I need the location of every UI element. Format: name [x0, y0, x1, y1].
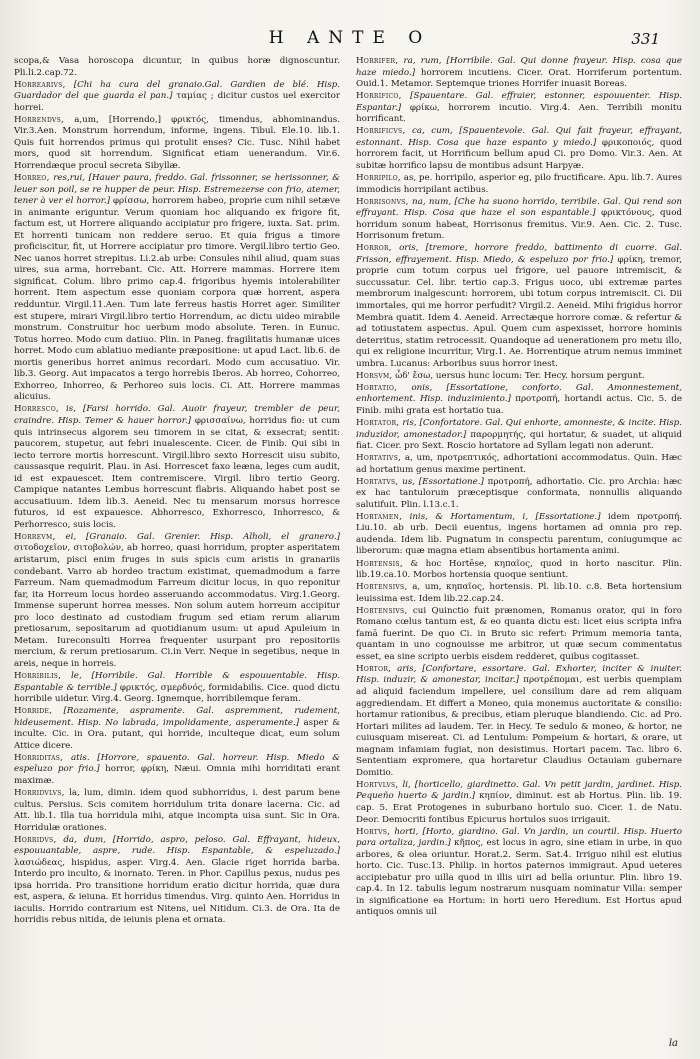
- entry-body: cui Quinctio fuit prænomen, Romanus orator, qui in foro Romano cœlus tantum est, & eo quanta dictu est: licet eius scripta infra famā fuerint. De quo Ci. in Bruto sic refert: Primum memoria tanta, quantam in uno cognouisse me arbitror, ut quæ secum commentatus esset, ea sine scripto uerbis eisdem redderet, quibus cogitasset.: [356, 605, 682, 662]
- entry-headword: Hortamen,: [356, 511, 403, 522]
- entry-body: φρικτόνους, quod horridum sonum habeat, Horrisonus fremitus. Vir.9. Aen. Cic. 2. Tusc. Horrisonum fretum.: [356, 208, 682, 242]
- entry-gloss: res,rui, [Hauer paura, freddo. Gal. frissonner, se herissonner, & leuer son poil, se re hupper de peur. Hisp. Estremezerse con frio, atemer, tener à ver el horror.]: [14, 172, 340, 207]
- dictionary-entry: [14, 404, 340, 531]
- entry-body: φρίκω, horrorem incutio. Virg.4. Aen. Terribili monitu horrificant.: [356, 102, 682, 125]
- entry-body: & hoc Hortēse, κηπαῖος, quod in horto nascitur. Plin. lib.19.ca.10. Morbos hortensia quoque sentiunt.: [356, 558, 682, 581]
- entry-gloss: ca, cum, [Spauentevole. Gal. Qui fait frayeur, effrayant, estonnant. Hisp. Cosa que haze espanto y miedo.]: [356, 126, 682, 148]
- entry-gloss: atis. [Horrore, spauento. Gal. horreur. Hisp. Miedo & espeluzo por frio.]: [14, 752, 340, 775]
- running-head: H ANTE O: [268, 28, 432, 48]
- dictionary-entry: [356, 418, 682, 453]
- dictionary-entry: [14, 532, 340, 671]
- dictionary-entry: [14, 671, 340, 706]
- entry-headword: Hortatvs,: [356, 476, 399, 487]
- entry-gloss: oris, [tremore, horrore freddo, battimento di cuorre. Gal. Frisson, effrayement. Hisp. Miedo, & espeluzo por frio.]: [356, 243, 682, 265]
- entry-body: φρίκη, tremor, proprie cum totum corpus uel frigore, uel pauore intremiscit, & succussatur. Cel. libr. tertio cap.3. Frigus uoco, ubi extremæ partes membrorum inalgescunt: horrorem, ubi totum corpus intremiscit. Ci. Dii immortales, qui me horror perfudit? Virgil.2. Aeneid. Mihi frigidus horror Membra quatit. Idem 4. Aeneid. Arrectæque horrore comæ. & refertur & ad totiustatem aspectus. Apul. Quem cum aspexisset, horrore hominis deterritus, statim retrocessit. Quandoque ad uenerationem pro metu illo, qui ex religione incurritur, Virg.1. Ae. Horrentique atrum nemus imminet umbra. Lucanus: Arboribus suus horror inest.: [356, 254, 682, 369]
- entry-headword: Hortensivs,: [356, 605, 408, 616]
- entry-headword: Hortensis,: [356, 558, 403, 569]
- entry-body: προτρέπομαι, est uerbis quempiam ad aliquid faciendum impellere, uel consilium dare ad rem aliquam aggrediendam. Et differt a Moneo, quia monemus auctoritate & consilio: hortamur rationibus, & precibus, etiam pleruque blandiendo. Cic. ad Pro. Hortari milites ad laudem. Ter. in Hecy. Te sedulo & moneo, & hortor, ne cuiusquam misereat. Ci. ad Lentulum: Pompeium & hortari, & orare, ut magnam infamiam fugiat, non desistimus. Hortari pacem. Tac. libro 6. Sententiam expromere, qua hortaretur Claudius Octauiam gubernare Domitio.: [356, 675, 682, 778]
- entry-body: λασιώδεας, hispidus, asper. Virg.4. Aen. Glacie riget horrida barba. Interdo pro inculto, & inornato. Teren. in Phor. Capillus pexus, nudus pes ipsa horrida. Pro transitione horridum eratio dicitur horrida, quæ dura est, aspera, & ieiuna. Et horridus timendus. Virg. quinto Aen. Horridus in iaculis. Horrido contrarium est Nitens, uel Nitidum. Ci.3. de Ora. Ita de horridis rebus nitida, de ieiunis plena et ornata.: [14, 857, 340, 926]
- entry-headword: Horrevm,: [14, 531, 56, 542]
- entry-body: προτροπή, adhortatio. Cic. pro Archia: hæc ex hac tantulorum præceptisque conformata, nonnullis aliquando salutifuit. Plin. l.13.c.1.: [356, 476, 682, 510]
- catchword: la: [668, 1038, 678, 1049]
- dictionary-entry: [356, 126, 682, 172]
- dictionary-entry: [14, 835, 340, 927]
- entry-headword: Horrendvs,: [14, 114, 65, 125]
- entry-body: ὧδ' ἔσω, uersus hunc locum: Ter. Hecy. horsum pergunt.: [395, 370, 645, 381]
- dictionary-entry: [356, 559, 682, 582]
- dictionary-entry: [14, 706, 340, 752]
- entry-headword: Horrificvs,: [356, 126, 406, 137]
- entry-body: horrorem incutiens. Cicer. Orat. Horriferum portentum. Ouid.1. Metamor. Septemque triones Horrifer inuasit Boreas.: [356, 67, 682, 90]
- dictionary-entry: [356, 780, 682, 826]
- entry-gloss: ris, [Confortatore. Gal. Qui enhorte, amonneste, & incite. Hisp. induzidor, amonestador.]: [356, 417, 682, 440]
- entry-headword: Hortatio,: [356, 382, 398, 393]
- entry-body: φρίσσω, horrorem habeo, proprie cum nihil setæve in animante eriguntur. Verum quoniam hoc aliquando ex frigore fit, factum est, ut Horrere aliquando accipiatur pro frigere, iuxta. Sat. prim. Et horrenti tunicam non reddere seruo. Et quia frigus a timore proficiscitur, fit, ut Horrere accipiatur pro timore. Vergil.libro tertio Geo. Nec uanos horret strepitus. Li.2.ab urbe: Consules nihil aliud, quam suas uires, sua arma, horrebant. Cic. Att. Horrere mammas. Horrere item significat. Colum. libro primo cap.4. frigoribus hyemis intolerabiliter horrent. Item aspectum esse quoniam corpora quæ horrent, aspera redduntur. Virgil.11.Aen. Tum late ferreus hastis Horret ager. Similiter est stupere, mirari Virgil.libro tertio Horrendum, ac dictu uideo mirabile monstrum. Construitur hoc uerbum modo absolute. Teren. in Eunuc. Totus horreo. Modo cum datiuo. Plin. in Paneg. fragilitatis humanæ uices horret. Modo cum ablatiuo mediante præpositione: ut apud Lact. lib.6. de mortis generibus horret animus recordari. Modo cum accusatiuo. Vir. lib.3. Georg. Aut impacatos a tergo horrebis Iberos. Ab horreo, Cohorreo, Exhorreo, Inhorreo, & Perhoreo suis locis. Ci. Att. Horrere mammas alicuius.: [14, 196, 340, 403]
- dictionary-entry: [14, 173, 340, 404]
- dictionary-entry: [356, 197, 682, 243]
- entry-headword: Hortator,: [356, 417, 400, 428]
- dictionary-entry: [14, 80, 340, 115]
- dictionary-entry: [356, 582, 682, 605]
- entry-gloss: onis, [Essortatione, conforto. Gal. Amonnestement, enhortement. Hisp. induzimiento.]: [356, 382, 682, 405]
- entry-body: a, um, κηπαῖος, hortensis. Pl. lib.10. c.8. Beta hortensium leuissima est. Idem lib.22.cap.24.: [356, 582, 682, 604]
- entry-gloss: ra, rum, [Horribile. Gal. Qui donne frayeur. Hisp. cosa que haze miedo.]: [356, 56, 682, 78]
- dictionary-entry: [356, 606, 682, 664]
- entry-headword: Hortvlvs,: [356, 779, 399, 790]
- entry-headword: Hortativs,: [356, 453, 402, 464]
- entry-headword: Horribilis,: [14, 670, 62, 681]
- right-column: [356, 56, 682, 1039]
- entry-gloss: horti, [Horto, giardino. Gal. Vn jardin, un courtil. Hisp. Huerto para ortaliza, jardin.]: [356, 826, 682, 849]
- entry-headword: Horridvs,: [14, 834, 57, 845]
- entry-headword: Horridvlvs,: [14, 787, 65, 798]
- entry-gloss: aris, [Confortare, essortare. Gal. Exhorter, inciter & inuiter. Hisp. induzir, & amonestar, incitar.]: [356, 663, 682, 686]
- entry-gloss: le, [Horribile. Gal. Horrible & espouuentable. Hisp. Espantable & terrible.]: [14, 670, 340, 693]
- entry-gloss: da, dum, [Horrido, aspro, peloso. Gal. Effrayant, hideux, espouuantable, aspre, rude. Hisp. Espantable, & espeluzado.]: [14, 834, 340, 857]
- page-header: [0, 28, 700, 50]
- entry-headword: Horripilo,: [356, 172, 401, 183]
- entry-body: σιτοδοχεῖον, σιτοβολών, ab horreo, quasi horridum, propter asperitatem aristarum, pisci enim fruges in suis spicis cum aristis in granariis condebant. Varro ab hordeo tractum existimat, quemadmodum a farre Farreum. Nam quemadmodum Farreum dicitur locus, in quo reponitur far, ita Horreum locus hordeo asseruando accommodatus. Virg.1.Georg. Immense superunt horrea messes. Non solum autem horreum accipitur pro loco destinato ad custodiam frugum sed etiam rerum aliarum pretiosarum, sepositarum ad quotidianum usum: ut apud Apuleium in Metam. Iureconsulti Horrea frequenter usurpant pro repositoriis mercium, & rerum pretiosarum. Ci.in Verr. Neque in segetibus, neque in areis, neque in horreis.: [14, 543, 340, 669]
- entry-gloss: na, num, [Che ha suono horrido, terribile. Gal. Qui rend son effrayant. Hisp. Cosa que haze el son espantable.]: [356, 196, 682, 219]
- entry-gloss: is, [Farsi horrido. Gal. Auoir frayeur, trembler de peur, craindre. Hisp. Temer & hauer horror.]: [14, 404, 340, 426]
- dictionary-entry: [356, 56, 682, 91]
- entry-headword: Horror,: [356, 243, 392, 254]
- dictionary-entry: [356, 383, 682, 418]
- entry-headword: Horride,: [14, 706, 53, 717]
- entry-headword: Horresco,: [14, 404, 59, 415]
- entry-body: φρικτός, σμερδνός, formidabilis. Cice. quod dictu horribile uidetur. Virg.4. Georg. Ignemque, horribilemque feram.: [14, 682, 340, 705]
- entry-body: κηπίον, diminut. est ab Hortus. Plin. lib. 19. cap. 5. Erat Protogenes in suburbano hortulo suo. Cicer. 1. de Natu. Deor. Democriti fontibus Epicurus hortulos suos irrigauit.: [356, 791, 682, 825]
- entry-body: scopa,& Vasa horoscopa dicuntur, in quibus horæ dignoscuntur. Pli.li.2.cap.72.: [14, 56, 340, 78]
- dictionary-entry: [356, 173, 682, 196]
- dictionary-entry: [356, 243, 682, 370]
- entry-body: la, lum, dimin. idem quod subhorridus, i. dest parum bene cultus. Persius. Scis comitem horridulum trita donare lacerna. Cic. ad Att. lib.1. Illa tua horridula mihi, atque incompta uisa sunt. Sic in Ora. Horridulæ orationes.: [14, 787, 340, 833]
- entry-gloss: [Rozamente, aspramente. Gal. aspremment, rudement, hideusement. Hisp. No labrada, impolidamente, asperamente.]: [14, 706, 340, 728]
- entry-headword: Horsvm,: [356, 370, 393, 381]
- entry-headword: Horreo,: [14, 172, 50, 183]
- entry-headword: Hortor,: [356, 663, 392, 674]
- page-number: 331: [631, 30, 660, 48]
- entry-gloss: [Chi ha cura del granaio.Gal. Gardien de blé. Hisp. Guardador del que guarda el pan.]: [14, 79, 340, 102]
- text-columns: [14, 56, 682, 1039]
- dictionary-entry: [14, 753, 340, 788]
- dictionary-entry: [14, 56, 340, 79]
- entry-body: horror, φρίκη, Næui. Omnia mihi horriditati erant maximæ.: [14, 764, 340, 786]
- entry-body: a, um, προτρεπτικός, adhortationi accommodatus. Quin. Hæc ad hortatium genus maxime pertinent.: [356, 453, 682, 475]
- entry-gloss: [Spauentare. Gal. effraier, estonner, espouuenter. Hisp. Espantar.]: [356, 91, 682, 113]
- entry-body: παρορμητής, qui hortatur, & suadet, ut aliquid fiat. Cicer. pro Sext. Roscio hortatore ad Syllam legati non aderunt.: [356, 429, 682, 452]
- entry-gloss: li, [horticello, giardinetto. Gal. Vn petit jardin, jardinet. Hisp. Pequeño huerto & jardin.]: [356, 779, 682, 802]
- entry-body: προτροπή, hortandi actus. Cic. 5. de Finib. mihi grata est hortatio tua.: [356, 394, 682, 416]
- dictionary-entry: [14, 115, 340, 173]
- entry-body: as, pe. horripilo, asperior eg, pilo fructificare. Apu. lib.7. Aures immodicis horripilant actibus.: [356, 172, 682, 195]
- entry-headword: Horrisonvs,: [356, 196, 409, 207]
- entry-body: idem προτροπή. Liu.10. ab urb. Decii euentus, ingens hortamen ad omnia pro rep. audenda. Idem lib. Pugnatum in conspectu parentum, coniugumque ac liberorum: quæ magna etiam absentibus hortamenta animi.: [356, 511, 682, 557]
- left-column: [14, 56, 340, 1039]
- entry-headword: Hortvs,: [356, 826, 391, 837]
- entry-gloss: inis, & Hortamentum, i, [Essortatione.]: [409, 511, 601, 522]
- entry-headword: Horrifer,: [356, 56, 399, 66]
- dictionary-entry: [356, 664, 682, 779]
- dictionary-entry: [356, 371, 682, 383]
- dictionary-entry: [356, 512, 682, 558]
- entry-body: asper & inculte. Cic. in Ora. putant, qui horride, inculteque dicat, eum solum Attice dicere.: [14, 717, 340, 751]
- dictionary-entry: [356, 91, 682, 126]
- entry-body: ταμίας ; dicitur custos uel exercitor horrei.: [14, 91, 340, 113]
- entry-body: a,um, [Horrendo,] φρικτός, timendus, abhominandus. Vir.3.Aen. Monstrum horrendum, informe, ingens. Tibul. Ele.10. lib.1. Quis fuit horrendos primus qui protulit enses? Cic. Tusc. Nihil habet mors, quod sit horrendum. Significat etiam uenerandum. Vir.6. Horrendæque procul secreta Sibyllæ.: [14, 114, 340, 171]
- entry-gloss: us, [Essortatione.]: [402, 476, 484, 487]
- entry-body: φρικοποιός, quod horrorem facit, ut Horrificum bellum apud Ci. pro Domo. Vir.3. Aen. At subitæ horrifico lapsu de montibus adsunt Harpyæ.: [356, 137, 682, 171]
- dictionary-entry: [14, 788, 340, 834]
- entry-body: κῆπος, est locus in agro, sine etiam in urbe, in quo arbores, & olea oriuntur. Horat.2. Serm. Sat.4. Irriguo nihil est elutius horto. Cic. Tusc.13. Philip. in hortos paternos immigraut. Apud ueteres accipiebatur pro uilla quod in illis uiri ad bella oriuntur. Plin. libro 19. cap.4. In 12. tabulis legum nostrarum nusquam nominatur Villa: semper in significatione ea Hortum: in horti uero Heredium. Est Hortus apud antiquos omnis uil: [356, 838, 682, 918]
- entry-headword: Horriditas,: [14, 752, 64, 763]
- entry-headword: Hortensivs,: [356, 582, 408, 593]
- entry-headword: Horrearivs,: [14, 79, 66, 90]
- entry-headword: Horrifico,: [356, 91, 402, 102]
- entry-body: φρισσαίνω, horridus fio: ut cum quis intrinsecus algorem seu timorem in se citat, & exsecrat; sentit: paucorem, stupetur, aut febri inualescente. Cicer. de Finib. Qui sibi in iecto terrore mortis horrescunt. Virgil.libro sexto Horrescit uisu subito, caussasque requirit. Plau. in Asi. Horrescet faxo leæna, leges cum audit, id est expauescet. Item contremiscere. Virgil. libro tertio Georg. Campique natantes Lembus horrescunt flabris. Aliquando habet post se accusatiuum. Idem lib.3. Aeneid. Nec tu mensarum morsus horresce futuros, id est expauesce. Abhorresco, Exhorresco, Inhorresco, & Perhorresco, suis locis.: [14, 415, 340, 530]
- dictionary-entry: [356, 453, 682, 476]
- entry-gloss: ei, [Granaio. Gal. Grenier. Hisp. Alholi, el granero.]: [65, 531, 340, 542]
- dictionary-entry: [356, 827, 682, 919]
- dictionary-entry: [356, 477, 682, 512]
